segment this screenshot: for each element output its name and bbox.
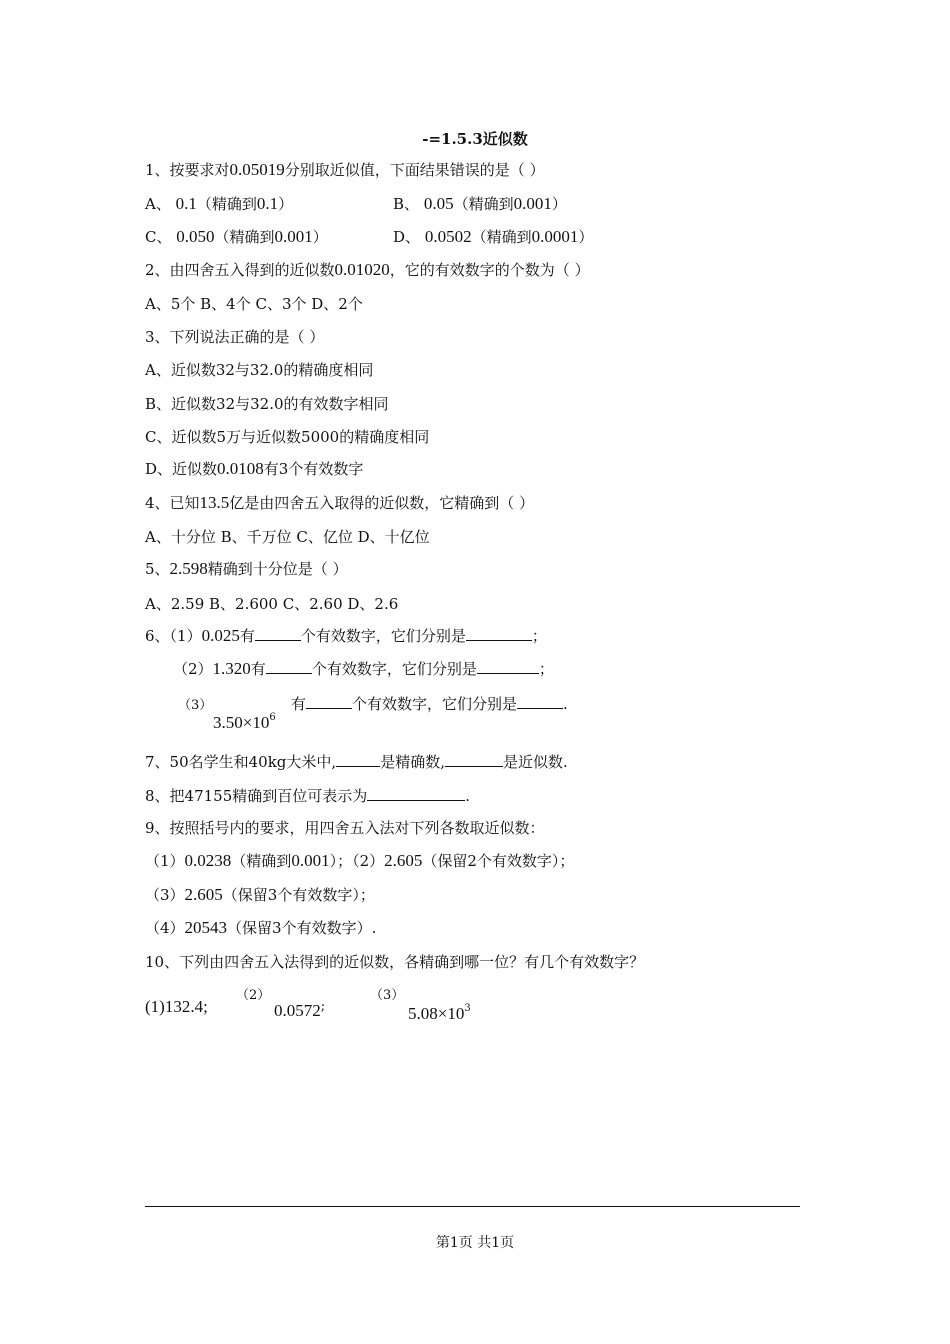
page-title: -=1.5.3近似数	[422, 130, 528, 148]
question-9-stem: 9、按照括号内的要求，用四舍五入法对下列各数取近似数：	[145, 819, 545, 837]
q6-p1-text-mid: 个有效数字，它们分别是	[300, 627, 466, 645]
q3-d-text: D、近似数	[145, 460, 218, 478]
q9-p2-label: ）；（2）	[329, 852, 385, 870]
q7-text-end: 是近似数.	[502, 753, 568, 771]
q9-p4-note: （保留3个有效数字）.	[227, 919, 377, 937]
option-a-label: A、	[145, 195, 171, 213]
question-3-stem: 3、下列说法正确的是（ ）	[145, 328, 325, 346]
question-1-stem	[145, 160, 545, 180]
q10-p3-number: 5.08×10	[408, 1004, 465, 1023]
option-b-label: B、	[393, 195, 420, 213]
question-1-option-d	[393, 227, 593, 247]
q6-p3-text: 有	[291, 695, 307, 713]
q9-p3-note: （保留3个有效数字）；	[222, 886, 375, 904]
q6-p1-text: 有	[239, 627, 255, 645]
question-6-part-3-text	[291, 694, 568, 714]
option-d-precision: 0.0001	[531, 227, 579, 246]
q3-d-text-end: 有3个有效数字	[263, 460, 364, 478]
q4-number: 13.5	[199, 493, 230, 512]
q5-number: 2.598	[169, 559, 208, 578]
q5-text-end: 精确到十分位是（ ）	[207, 560, 348, 578]
question-3-option-a: A、近似数32与32.0的精确度相同	[145, 361, 374, 379]
question-10-stem: 10、下列由四舍五入法得到的近似数，各精确到哪一位？有几个有效数字？	[145, 953, 645, 971]
q9-p1-note: （精确到	[231, 852, 292, 870]
answer-blank[interactable]	[255, 626, 301, 641]
q6-p3-exponent: 6	[269, 712, 276, 723]
option-d-note-end: ）	[578, 228, 594, 246]
question-1-option-b	[393, 194, 567, 214]
option-a-note: （精确到	[196, 195, 257, 213]
question-10-part-3	[408, 999, 471, 1024]
option-a-value: 0.1	[175, 194, 197, 213]
answer-blank[interactable]	[517, 694, 563, 709]
q7-text: 7、50名学生和40kg大米中,	[145, 753, 337, 771]
q9-p3-number: 2.605	[184, 885, 223, 904]
question-9-parts-1-2	[145, 851, 574, 871]
q3-d-number: 0.0108	[217, 459, 264, 478]
q10-p2-number: 0.0572	[274, 1001, 321, 1020]
question-4-stem	[145, 493, 534, 513]
question-6-part-1	[145, 626, 547, 646]
q2-number: 0.01020	[334, 260, 390, 279]
q6-p2-text: 有	[250, 660, 266, 678]
question-4-options: A、十分位 B、千万位 C、亿位 D、十亿位	[145, 528, 430, 546]
q9-p2-number: 2.605	[384, 851, 423, 870]
q2-text-end: ，它的有效数字的个数为（ ）	[389, 261, 590, 279]
q6-p3-text-end: .	[563, 695, 568, 713]
q6-p3-label: （3）	[178, 698, 213, 713]
q7-text-mid: 是精确数,	[380, 753, 445, 771]
question-8	[145, 786, 470, 806]
question-6-part-2	[173, 659, 554, 679]
q8-text: 8、把47155精确到百位可表示为	[145, 787, 368, 805]
q9-p1-label: （1）	[145, 852, 185, 870]
option-c-value: 0.050	[176, 227, 215, 246]
q9-p2-note: （保留2个有效数字）；	[422, 852, 575, 870]
question-5-stem	[145, 559, 348, 579]
q6-p1-text-end: ；	[531, 627, 547, 645]
q4-text: 4、已知	[145, 494, 200, 512]
question-10-part-2-label: （2）	[236, 988, 271, 1003]
q1-number: 0.05019	[229, 160, 285, 179]
question-6-part-3	[178, 694, 212, 716]
question-7	[145, 752, 568, 772]
q9-p4-number: 20543	[184, 918, 228, 937]
option-b-precision: 0.001	[513, 194, 552, 213]
question-9-part-4	[145, 918, 376, 938]
option-b-note-end: ）	[551, 195, 567, 213]
option-b-note: （精确到	[453, 195, 514, 213]
q6-p1-label: 6、（1）	[145, 627, 202, 645]
option-c-label: C、	[145, 228, 172, 246]
answer-blank[interactable]	[477, 659, 539, 674]
question-3-option-d	[145, 459, 363, 479]
answer-blank[interactable]	[466, 626, 532, 641]
question-3-option-b: B、近似数32与32.0的有效数字相同	[145, 395, 389, 413]
q9-p3-label: （3）	[145, 886, 185, 904]
option-d-value: 0.0502	[424, 227, 472, 246]
question-1-option-c	[145, 227, 328, 247]
option-c-note-end: ）	[312, 228, 328, 246]
q1-text-end: 分别取近似值，下面结果错误的是（ ）	[284, 161, 545, 179]
answer-blank[interactable]	[306, 694, 352, 709]
q6-p2-number: 1.320	[212, 659, 251, 678]
q9-p4-label: （4）	[145, 919, 185, 937]
option-a-note-end: ）	[278, 195, 294, 213]
q6-p2-text-end: ；	[538, 660, 554, 678]
option-c-precision: 0.001	[274, 227, 313, 246]
option-a-precision: 0.1	[256, 194, 279, 213]
answer-blank[interactable]	[445, 752, 503, 767]
option-b-value: 0.05	[423, 194, 454, 213]
option-c-note: （精确到	[214, 228, 275, 246]
q6-p2-text-mid: 个有效数字，它们分别是	[311, 660, 477, 678]
q10-p3-exponent: 3	[464, 1003, 471, 1014]
option-d-label: D、	[393, 228, 421, 246]
option-d-note: （精确到	[471, 228, 532, 246]
question-10-part-1: (1)132.4;	[145, 997, 208, 1016]
q8-text-end: .	[465, 787, 471, 805]
question-1-options-ab	[145, 194, 293, 214]
question-2-stem	[145, 260, 590, 280]
question-9-part-3	[145, 885, 375, 905]
q6-p1-number: 0.025	[201, 626, 240, 645]
q2-text: 2、由四舍五入得到的近似数	[145, 261, 335, 279]
q6-p3-number: 3.50×10	[213, 713, 270, 732]
q1-text: 1、按要求对	[145, 161, 230, 179]
answer-blank[interactable]	[336, 752, 380, 767]
q9-p1-number: 0.0238	[184, 851, 232, 870]
question-10-part-3-label: （3）	[370, 988, 405, 1003]
footer-divider	[145, 1206, 800, 1207]
page-footer: 第1页 共1页	[435, 1235, 515, 1251]
q6-p3-text-mid: 个有效数字，它们分别是	[352, 695, 518, 713]
answer-blank[interactable]	[266, 659, 312, 674]
q6-p2-label: （2）	[173, 660, 213, 678]
q4-text-end: 亿是由四舍五入取得的近似数，它精确到（ ）	[229, 494, 535, 512]
q10-p2-separator: ;	[320, 999, 326, 1014]
question-10-part-2	[274, 997, 325, 1021]
question-3-option-c: C、近似数5万与近似数5000的精确度相同	[145, 428, 430, 446]
q5-text: 5、	[145, 560, 170, 578]
answer-blank[interactable]	[367, 786, 465, 801]
question-5-options: A、2.59 B、2.600 C、2.60 D、2.6	[145, 595, 399, 613]
question-6-part-3-number	[213, 708, 276, 733]
q9-p1-precision: 0.001	[291, 851, 330, 870]
question-2-options: A、5个 B、4个 C、3个 D、2个	[145, 295, 363, 313]
